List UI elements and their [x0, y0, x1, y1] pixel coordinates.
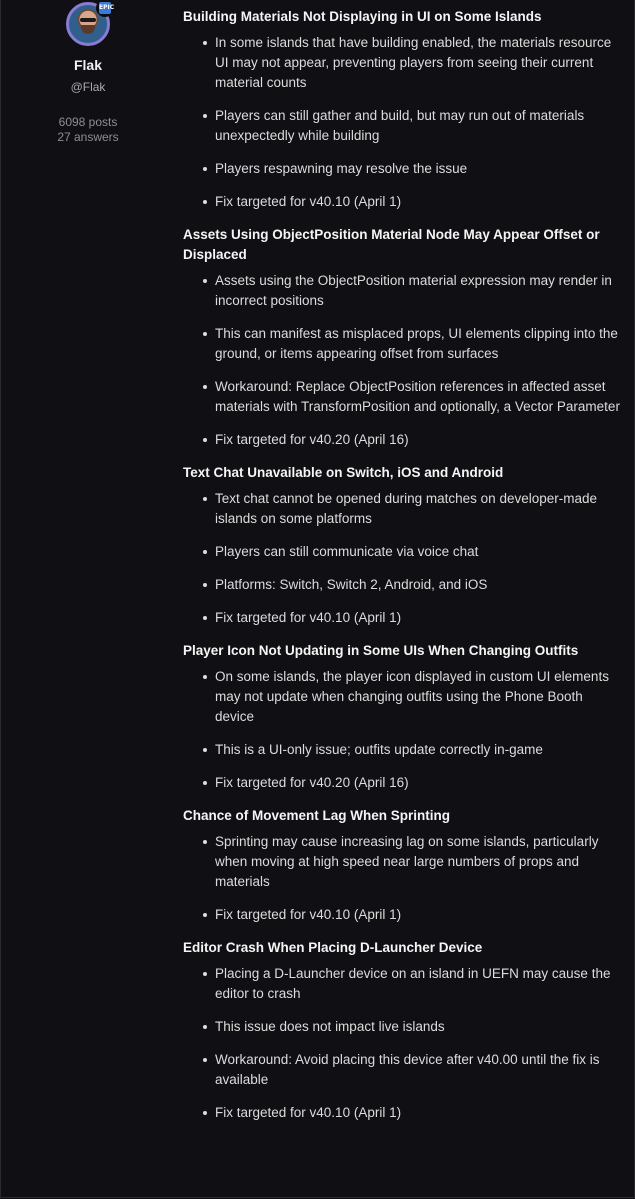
- list-item: Placing a D-Launcher device on an island in UEFN may cause the editor to crash: [183, 964, 623, 1004]
- list-item: Fix targeted for v40.10 (April 1): [183, 192, 623, 212]
- list-item: Assets using the ObjectPosition material expression may render in incorrect positions: [183, 271, 623, 311]
- list-item: Workaround: Avoid placing this device after v40.00 until the fix is available: [183, 1050, 623, 1090]
- list-item: This is a UI-only issue; outfits update correctly in-game: [183, 740, 623, 760]
- list-item: Text chat cannot be opened during matches on developer-made islands on some platforms: [183, 489, 623, 529]
- author-handle: @Flak: [70, 80, 106, 94]
- section-heading: Chance of Movement Lag When Sprinting: [183, 808, 451, 823]
- section-heading: Building Materials Not Displaying in UI on Some Islands: [183, 9, 542, 24]
- list-item: Sprinting may cause increasing lag on some islands, particularly when moving at high speed near large numbers of props and materials: [183, 832, 623, 892]
- avatar-glasses: [80, 18, 96, 22]
- bullet-list: [183, 33, 623, 212]
- epic-logo-icon: EPIC: [99, 2, 111, 14]
- bullet-list: [183, 489, 623, 628]
- list-item: On some islands, the player icon displayed in custom UI elements may not update when changing outfits using the Phone Booth device: [183, 667, 623, 727]
- list-item: Workaround: Replace ObjectPosition references in affected asset materials with TransformPosition and optionally, a Vector Parameter: [183, 377, 623, 417]
- bullet-list: [183, 832, 623, 925]
- section-heading: Assets Using ObjectPosition Material Node May Appear Offset or Displaced: [183, 227, 600, 262]
- avatar-beard: [81, 25, 95, 34]
- section-heading: Editor Crash When Placing D-Launcher Device: [183, 940, 483, 955]
- author-avatar-link[interactable]: [66, 2, 115, 46]
- post-body: [183, 0, 623, 1136]
- list-item: Fix targeted for v40.10 (April 1): [183, 905, 623, 925]
- author-name[interactable]: Flak: [73, 57, 102, 73]
- list-item: Fix targeted for v40.10 (April 1): [183, 608, 623, 628]
- list-item: Players can still communicate via voice chat: [183, 542, 623, 562]
- list-item: Fix targeted for v40.20 (April 16): [183, 773, 623, 793]
- bullet-list: [183, 271, 623, 450]
- author-answer-count: 27 answers: [57, 130, 119, 144]
- section-heading: Player Icon Not Updating in Some UIs When Changing Outfits: [183, 643, 579, 658]
- bullet-list: [183, 667, 623, 793]
- list-item: Platforms: Switch, Switch 2, Android, and iOS: [183, 575, 623, 595]
- list-item: In some islands that have building enabled, the materials resource UI may not appear, preventing players from seeing their current material counts: [183, 33, 623, 93]
- author-post-count: 6098 posts: [58, 115, 118, 129]
- list-item: Fix targeted for v40.10 (April 1): [183, 1103, 623, 1123]
- list-item: Fix targeted for v40.20 (April 16): [183, 430, 623, 450]
- bullet-list: [183, 964, 623, 1123]
- list-item: This can manifest as misplaced props, UI elements clipping into the ground, or items appearing offset from surfaces: [183, 324, 623, 364]
- list-item: Players respawning may resolve the issue: [183, 159, 623, 179]
- list-item: Players can still gather and build, but may run out of materials unexpectedly while building: [183, 106, 623, 146]
- section-heading: Text Chat Unavailable on Switch, iOS and Android: [183, 465, 504, 480]
- list-item: This issue does not impact live islands: [183, 1017, 623, 1037]
